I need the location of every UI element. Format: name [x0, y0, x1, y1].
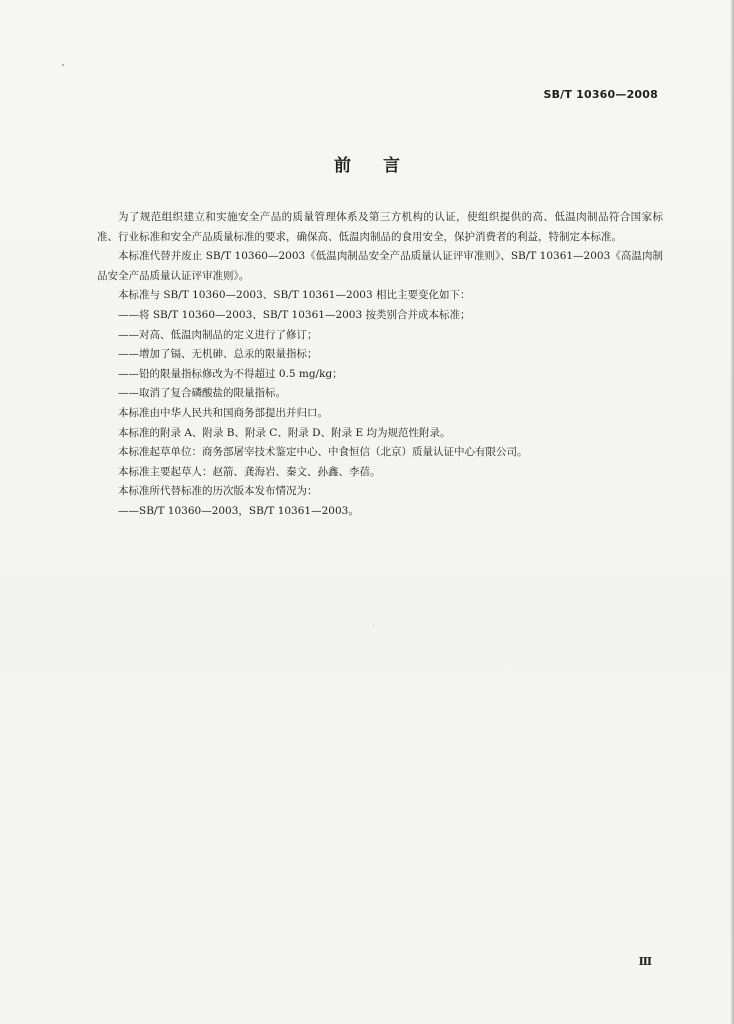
scan-speck	[62, 64, 64, 66]
scan-speck	[373, 625, 374, 626]
heading-char-2: 言	[383, 156, 400, 176]
paragraph: 为了规范组织建立和实施安全产品的质量管理体系及第三方机构的认证，使组织提供的高、低温肉制品符合国家标准、行业标准和安全产品质量标准的要求，确保高、低温肉制品的食用安全，保护消费者的利益，特制定本标准。	[97, 211, 663, 243]
change-list-item: ——铅的限量指标修改为不得超过 0.5 mg/kg；	[118, 367, 343, 380]
paragraph: 本标准代替并废止 SB/T 10360—2003《低温肉制品安全产品质量认证评审准则》、SB/T 10361—2003《高温肉制品安全产品质量认证评审准则》。	[97, 250, 663, 282]
paragraph: 本标准主要起草人：赵箭、龚海岩、秦文、孙鑫、李蓓。	[118, 465, 381, 478]
paragraph: 本标准的附录 A、附录 B、附录 C、附录 D、附录 E 均为规范性附录。	[118, 426, 451, 439]
paragraph: 本标准起草单位：商务部屠宰技术鉴定中心、中食恒信（北京）质量认证中心有限公司。	[118, 446, 528, 459]
standard-code: SB/T 10360—2008	[543, 88, 658, 101]
change-list-item: ——将 SB/T 10360—2003、SB/T 10361—2003 按类别合并成本标准；	[118, 308, 471, 321]
paragraph: 本标准与 SB/T 10360—2003、SB/T 10361—2003 相比主要变化如下：	[118, 289, 471, 302]
foreword-body	[97, 208, 663, 522]
heading-char-1: 前	[334, 156, 351, 176]
page-heading	[0, 151, 734, 176]
page-number: Ⅲ	[638, 955, 652, 968]
change-list-item: ——取消了复合磷酸盐的限量指标。	[118, 387, 286, 400]
paragraph: 本标准所代替标准的历次版本发布情况为：	[118, 485, 318, 498]
change-list-item: ——对高、低温肉制品的定义进行了修订；	[118, 328, 318, 341]
change-list-item: ——增加了镉、无机砷、总汞的限量指标；	[118, 348, 318, 361]
change-list-item: ——SB/T 10360—2003，SB/T 10361—2003。	[118, 504, 359, 517]
paragraph: 本标准由中华人民共和国商务部提出并归口。	[118, 406, 328, 419]
